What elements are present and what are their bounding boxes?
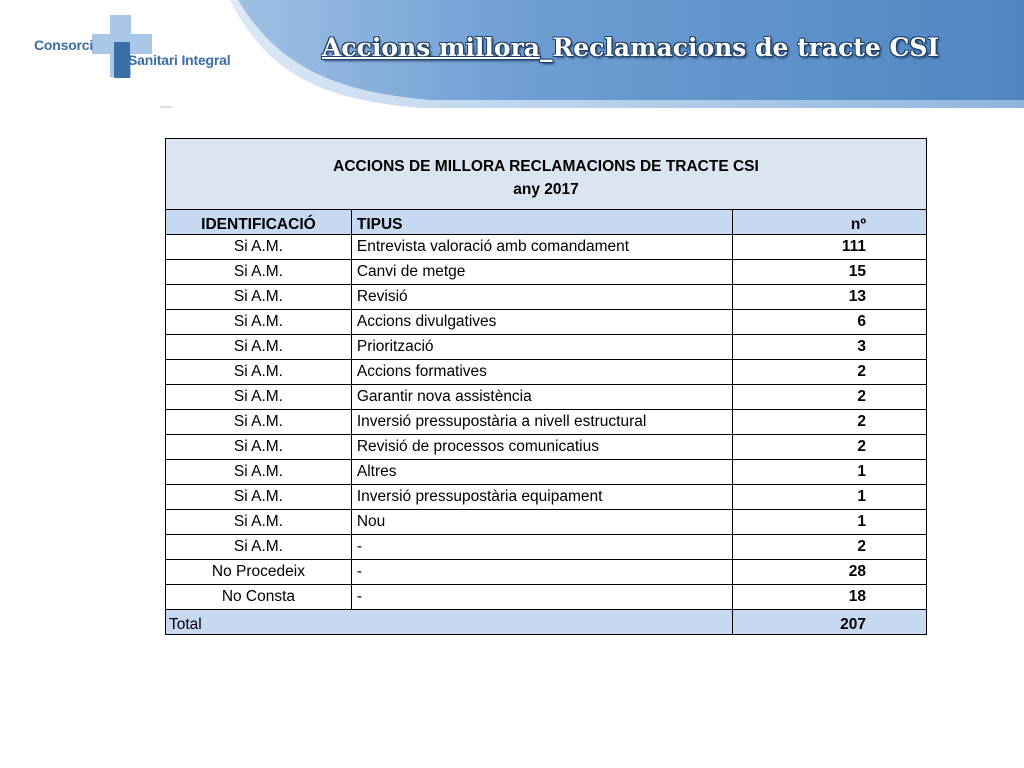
cell-n: 2 — [733, 435, 927, 460]
table-row — [166, 310, 927, 335]
header-banner — [0, 0, 1024, 110]
cell-identificacio: Si A.M. — [166, 335, 352, 360]
caption-line1: ACCIONS DE MILLORA RECLAMACIONS DE TRACTE CSI — [333, 158, 759, 175]
cell-tipus: Revisió de processos comunicatius — [351, 435, 732, 460]
cell-tipus: Inversió pressupostària equipament — [351, 485, 732, 510]
cell-tipus: Garantir nova assistència — [351, 385, 732, 410]
cell-tipus: Inversió pressupostària a nivell estructural — [351, 410, 732, 435]
page-title — [322, 33, 1022, 62]
cell-identificacio: Si A.M. — [166, 285, 352, 310]
table-row — [166, 360, 927, 385]
cell-identificacio: Si A.M. — [166, 310, 352, 335]
cell-identificacio: Si A.M. — [166, 385, 352, 410]
logo-text-sanitari: Sanitari Integral — [128, 52, 231, 68]
caption-line2: any 2017 — [513, 181, 579, 198]
cell-identificacio: Si A.M. — [166, 410, 352, 435]
table-row — [166, 435, 927, 460]
cell-tipus: Accions divulgatives — [351, 310, 732, 335]
cell-tipus: Entrevista valoració amb comandament — [351, 235, 732, 260]
total-value: 207 — [733, 610, 927, 635]
column-header-identificacio: IDENTIFICACIÓ — [166, 210, 352, 235]
cell-identificacio: Si A.M. — [166, 535, 352, 560]
cell-tipus: Priorització — [351, 335, 732, 360]
total-label: Total — [166, 610, 733, 635]
cell-identificacio: Si A.M. — [166, 485, 352, 510]
table-row — [166, 485, 927, 510]
cell-identificacio: Si A.M. — [166, 435, 352, 460]
cell-identificacio: Si A.M. — [166, 260, 352, 285]
cell-n: 6 — [733, 310, 927, 335]
cell-identificacio: Si A.M. — [166, 235, 352, 260]
table-caption — [166, 139, 927, 210]
table-row — [166, 260, 927, 285]
cell-n: 18 — [733, 585, 927, 610]
cell-n: 1 — [733, 510, 927, 535]
cell-tipus: - — [351, 560, 732, 585]
title-part2: _Reclamacions de tracte CSI — [539, 33, 940, 62]
cell-identificacio: Si A.M. — [166, 460, 352, 485]
cell-n: 13 — [733, 285, 927, 310]
table-row — [166, 385, 927, 410]
cell-identificacio: Si A.M. — [166, 510, 352, 535]
cell-identificacio: No Consta — [166, 585, 352, 610]
cell-tipus: Altres — [351, 460, 732, 485]
table-row — [166, 335, 927, 360]
column-header-n: nº — [733, 210, 927, 235]
cell-tipus: Nou — [351, 510, 732, 535]
cell-n: 3 — [733, 335, 927, 360]
cell-tipus: Accions formatives — [351, 360, 732, 385]
csi-logo — [30, 12, 240, 92]
table-row — [166, 460, 927, 485]
cell-n: 2 — [733, 360, 927, 385]
table-header-row — [166, 210, 927, 235]
table-row — [166, 535, 927, 560]
table-row — [166, 235, 927, 260]
cell-identificacio: Si A.M. — [166, 360, 352, 385]
table-row — [166, 560, 927, 585]
cell-n: 1 — [733, 485, 927, 510]
table-row — [166, 410, 927, 435]
table-row — [166, 510, 927, 535]
table-row — [166, 285, 927, 310]
actions-table — [165, 138, 927, 635]
cell-n: 15 — [733, 260, 927, 285]
cell-identificacio: No Procedeix — [166, 560, 352, 585]
column-header-tipus: TIPUS — [351, 210, 732, 235]
cell-n: 111 — [733, 235, 927, 260]
cell-n: 2 — [733, 385, 927, 410]
cell-n: 2 — [733, 535, 927, 560]
cell-tipus: Canvi de metge — [351, 260, 732, 285]
total-row — [166, 610, 927, 635]
cell-tipus: Revisió — [351, 285, 732, 310]
cell-tipus: - — [351, 585, 732, 610]
title-part1: Accions millora — [322, 33, 540, 62]
table-row — [166, 585, 927, 610]
cell-n: 28 — [733, 560, 927, 585]
cell-tipus: - — [351, 535, 732, 560]
table-body — [166, 235, 927, 610]
cell-n: 2 — [733, 410, 927, 435]
cell-n: 1 — [733, 460, 927, 485]
logo-text-consorci: Consorci — [34, 37, 94, 53]
